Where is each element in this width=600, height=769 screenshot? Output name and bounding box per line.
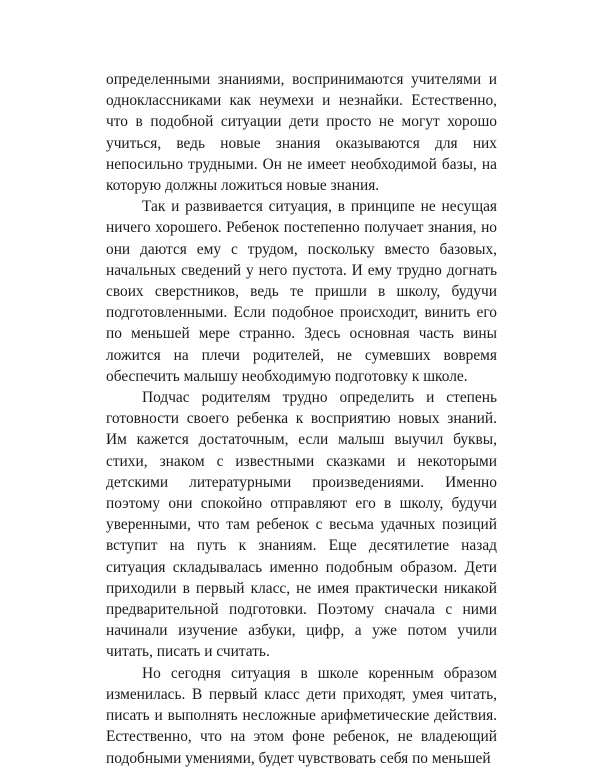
paragraph-parents-readiness: Подчас родителям трудно определить и степень готовности своего ребенка к восприятию новых знаний. Им кажется достаточным, если малыш выучил буквы, стихи, знаком с известными сказками и некоторыми детскими литературными произведениями. Именно поэтому они спокойно отправляют его в школу, будучи уверенными, что там ребенок с весьма удачных позиций вступит на путь к знаниям. Еще десятилетие назад ситуация складывалась именно подобным образом. Дети приходили в первый класс, не имея практически никакой предварительной подготовки. Поэтому сначала с ними начинали изучение азбуки, цифр, а уже потом учили читать, писать и считать. — [106, 389, 497, 661]
paragraph-situation-develops: Так и развивается ситуация, в принципе не несущая ничего хорошего. Ребенок постепенно получает знания, но они даются ему с трудом, поскольку вместо базовых, начальных сведений у него пустота. И ему трудно догнать своих сверстников, ведь те пришли в школу, будучи подготовленными. Если подобное происходит, винить его по меньшей мере странно. Здесь основная часть вины ложится на плечи родителей, не сумевших вовремя обеспечить малышу необходимую подготовку к школе. — [106, 198, 497, 385]
body-text — [106, 69, 497, 769]
paragraph-continuation: определенными знаниями, воспринимаются учителями и одноклассниками как неумехи и незнайки. Естественно, что в подобной ситуации дети просто не могут хорошо учиться, ведь новые знания оказываются для них непосильно трудными. Он не имеет необходимой базы, на которую должны ложиться новые знания. — [106, 71, 497, 195]
paragraph-school-today: Но сегодня ситуация в школе коренным образом изменилась. В первый класс дети приходят, умея читать, писать и выполнять несложные арифметические действия. Естественно, что на этом фоне ребенок, не владеющий подобными умениями, будет чувствовать себя по меньшей — [106, 664, 497, 767]
